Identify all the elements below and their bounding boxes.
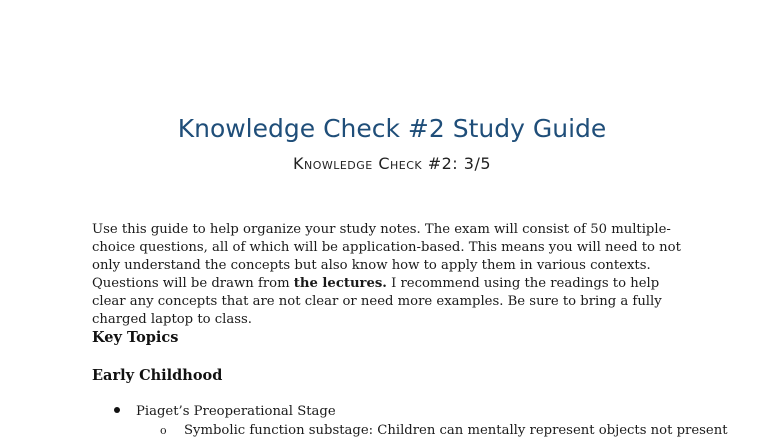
page-title: Knowledge Check #2 Study Guide (177, 114, 607, 143)
section-heading: Early Childhood (92, 367, 223, 384)
list-item (114, 404, 336, 419)
sub-list-item (160, 423, 728, 438)
intro-text-before: Use this guide to help organize your study notes. The exam will consist of 50 multiple-choice questions, all of which will be application-based. This means you will need to not only understand the concepts but also know how to apply them in various contexts. Questions will be drawn from (92, 222, 681, 291)
list-item-text: Piaget’s Preoperational Stage (136, 404, 336, 419)
intro-text-after: I recommend using the readings to help clear any concepts that are not clear or need more examples. Be sure to bring a fully charged laptop to class. (92, 276, 662, 327)
intro-bold-text: the lectures. (293, 276, 387, 291)
sub-list-item-text: Symbolic function substage: Children can mentally represent objects not present (184, 423, 728, 438)
page-subtitle: Knowledge Check #2: 3/5 (292, 154, 492, 173)
bullet-icon (114, 407, 120, 413)
intro-paragraph (92, 221, 696, 329)
sub-bullet-marker: o (160, 424, 167, 437)
key-topics-heading: Key Topics (92, 329, 179, 346)
